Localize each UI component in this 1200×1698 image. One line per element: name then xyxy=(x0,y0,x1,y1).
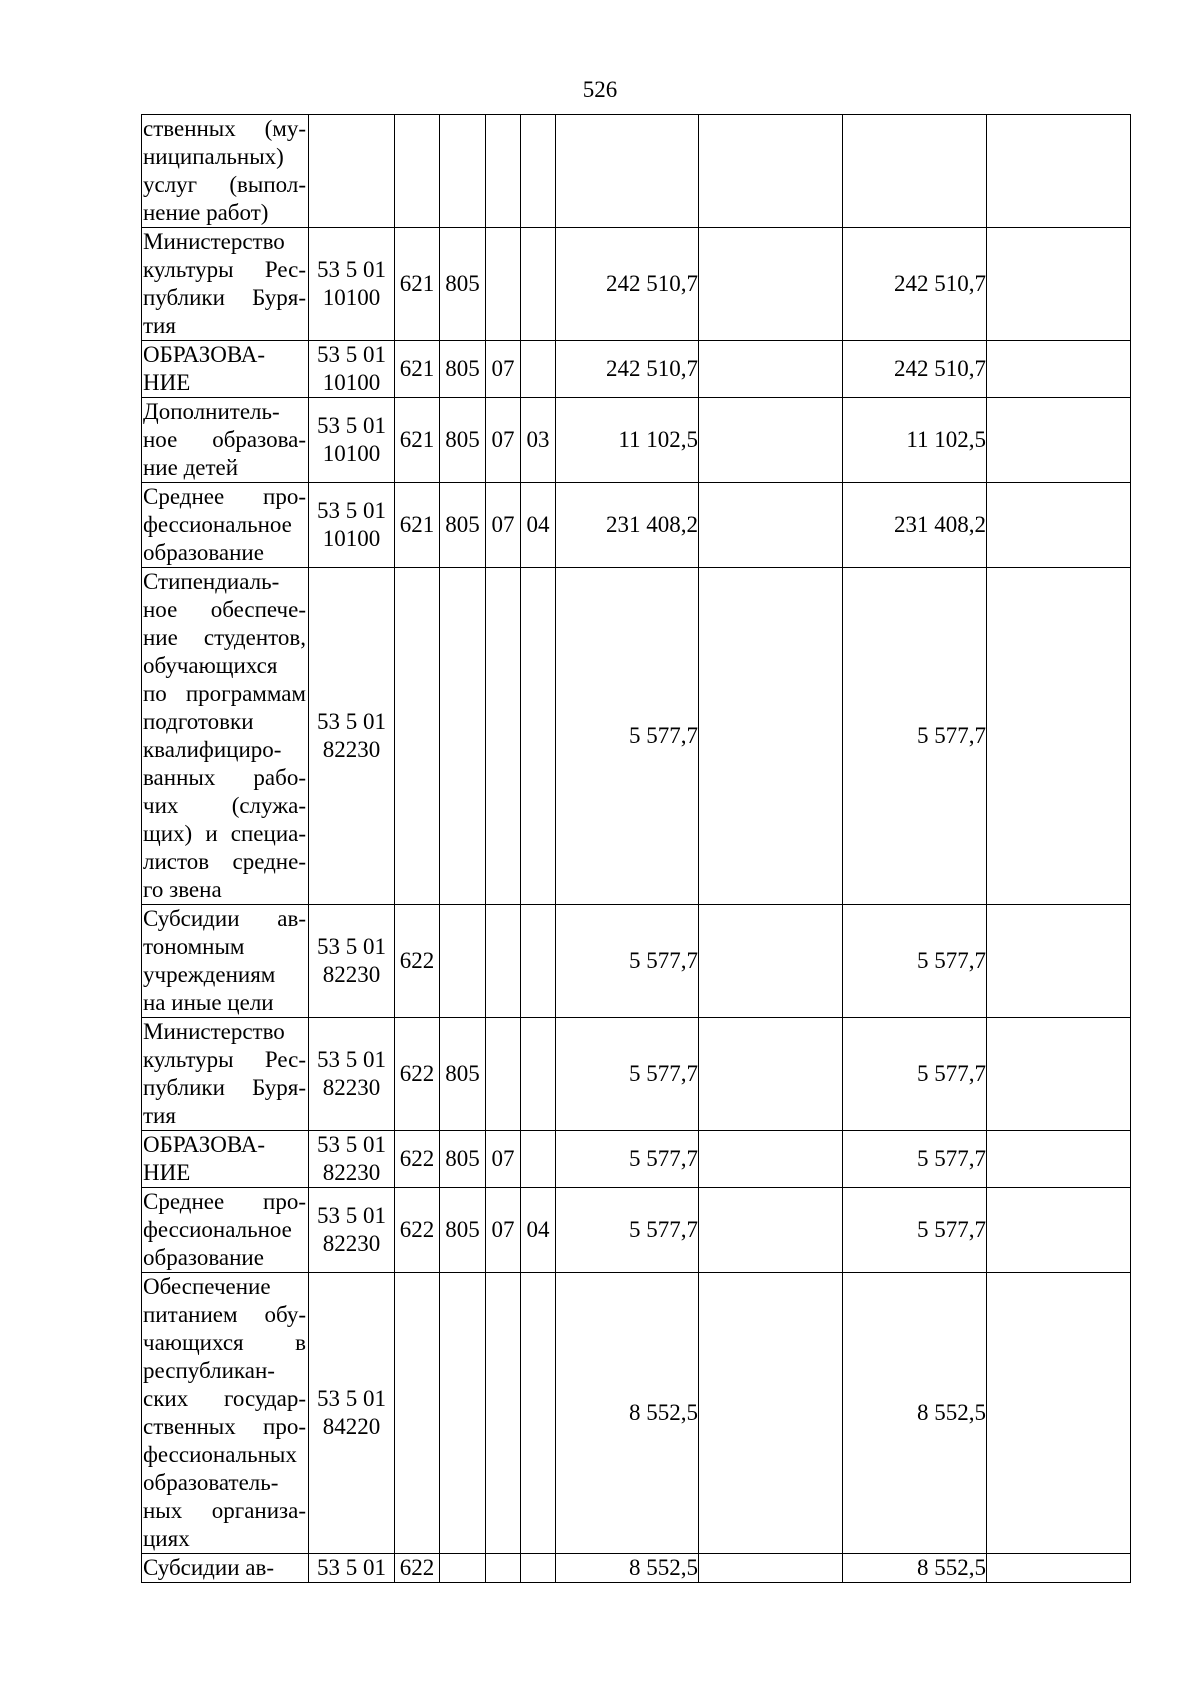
row-name-line: тия xyxy=(143,313,176,338)
subsection-cell xyxy=(521,1273,556,1554)
last-cell xyxy=(987,1554,1131,1583)
row-name-line: подготовки xyxy=(143,709,254,734)
last-cell xyxy=(987,228,1131,341)
row-name-line: питанием обу- xyxy=(143,1302,306,1327)
row-name-line: учреждениям xyxy=(143,962,276,987)
row-name-line: фессиональное xyxy=(143,1217,292,1242)
ministry-code-cell xyxy=(440,905,486,1018)
row-name-line: Стипендиаль- xyxy=(143,569,280,594)
total-cell xyxy=(843,115,987,228)
row-name-line: НИЕ xyxy=(143,1160,191,1185)
row-name-line: ских государ- xyxy=(143,1386,306,1411)
ministry-code-cell: 805 xyxy=(440,483,486,568)
row-name-cell xyxy=(142,398,309,483)
row-name-line: обучающихся xyxy=(143,653,278,678)
ministry-code-cell: 805 xyxy=(440,1018,486,1131)
row-name-cell xyxy=(142,1188,309,1273)
last-cell xyxy=(987,341,1131,398)
expense-type-cell: 622 xyxy=(395,1131,440,1188)
expense-type-cell: 621 xyxy=(395,228,440,341)
row-name-line: ОБРАЗОВА- xyxy=(143,342,265,367)
row-name-cell xyxy=(142,228,309,341)
amount-extra-cell xyxy=(699,341,843,398)
section-cell xyxy=(486,115,521,228)
row-name-line: ственных (му- xyxy=(143,116,306,141)
amount-extra-cell xyxy=(699,1273,843,1554)
row-name-line: тономным xyxy=(143,934,245,959)
expense-type-cell: 622 xyxy=(395,905,440,1018)
last-cell xyxy=(987,1188,1131,1273)
row-name-line: чающихся в xyxy=(143,1330,306,1355)
row-name-cell xyxy=(142,568,309,905)
row-name-line: ние детей xyxy=(143,455,239,480)
row-name-line: фессиональных xyxy=(143,1442,297,1467)
table-body xyxy=(142,115,1131,1583)
code-line-2: 84220 xyxy=(322,1414,381,1439)
amount-extra-cell xyxy=(699,1554,843,1583)
code-line-2: 82230 xyxy=(322,737,381,762)
code-line-1: 53 5 01 xyxy=(317,498,386,523)
code-line-1: 53 5 01 xyxy=(317,934,386,959)
section-cell xyxy=(486,1273,521,1554)
amount-extra-cell xyxy=(699,483,843,568)
amount-cell: 5 577,7 xyxy=(556,1188,699,1273)
target-article-code-cell xyxy=(309,398,395,483)
section-cell xyxy=(486,905,521,1018)
row-name-line: Среднее про- xyxy=(143,1189,306,1214)
expense-type-cell xyxy=(395,568,440,905)
table-row xyxy=(142,905,1131,1018)
last-cell xyxy=(987,1131,1131,1188)
row-name-line: циях xyxy=(143,1526,190,1551)
table-row xyxy=(142,398,1131,483)
code-line-1: 53 5 01 xyxy=(317,1203,386,1228)
row-name-cell xyxy=(142,1018,309,1131)
target-article-code-cell xyxy=(309,568,395,905)
row-name-line: квалифициро- xyxy=(143,737,282,762)
amount-cell: 5 577,7 xyxy=(556,568,699,905)
row-name-line: публики Буря- xyxy=(143,1075,306,1100)
row-name-line: культуры Рес- xyxy=(143,1047,306,1072)
section-cell: 07 xyxy=(486,398,521,483)
amount-cell: 8 552,5 xyxy=(556,1554,699,1583)
subsection-cell xyxy=(521,905,556,1018)
row-name-cell xyxy=(142,1273,309,1554)
section-cell xyxy=(486,568,521,905)
code-line-1: 53 5 01 xyxy=(317,1132,386,1157)
amount-extra-cell xyxy=(699,228,843,341)
expense-type-cell: 621 xyxy=(395,483,440,568)
row-name-line: образователь- xyxy=(143,1470,279,1495)
subsection-cell xyxy=(521,1131,556,1188)
row-name-line: фессиональное xyxy=(143,512,292,537)
section-cell: 07 xyxy=(486,341,521,398)
total-cell: 8 552,5 xyxy=(843,1273,987,1554)
code-line-1: 53 5 01 xyxy=(317,709,386,734)
last-cell xyxy=(987,1018,1131,1131)
row-name-line: нение работ) xyxy=(143,200,269,225)
expense-type-cell: 621 xyxy=(395,341,440,398)
total-cell: 8 552,5 xyxy=(843,1554,987,1583)
last-cell xyxy=(987,398,1131,483)
target-article-code-cell xyxy=(309,228,395,341)
last-cell xyxy=(987,483,1131,568)
row-name-cell xyxy=(142,483,309,568)
last-cell xyxy=(987,568,1131,905)
row-name-cell xyxy=(142,905,309,1018)
amount-cell: 242 510,7 xyxy=(556,341,699,398)
total-cell: 11 102,5 xyxy=(843,398,987,483)
row-name-line: Субсидии ав- xyxy=(143,1555,274,1580)
ministry-code-cell: 805 xyxy=(440,398,486,483)
target-article-code-cell xyxy=(309,341,395,398)
table-row xyxy=(142,1554,1131,1583)
expense-type-cell: 622 xyxy=(395,1188,440,1273)
row-name-cell xyxy=(142,1131,309,1188)
row-name-line: услуг (выпол- xyxy=(143,172,306,197)
table-row xyxy=(142,483,1131,568)
row-name-line: публики Буря- xyxy=(143,285,306,310)
row-name-line: Обеспечение xyxy=(143,1274,271,1299)
row-name-cell xyxy=(142,341,309,398)
amount-extra-cell xyxy=(699,1018,843,1131)
ministry-code-cell: 805 xyxy=(440,228,486,341)
amount-extra-cell xyxy=(699,568,843,905)
code-line-1: 53 5 01 xyxy=(317,257,386,282)
amount-cell: 5 577,7 xyxy=(556,905,699,1018)
section-cell: 07 xyxy=(486,483,521,568)
code-line-2: 10100 xyxy=(322,526,381,551)
ministry-code-cell xyxy=(440,1554,486,1583)
section-cell: 07 xyxy=(486,1188,521,1273)
target-article-code-cell xyxy=(309,1554,395,1583)
total-cell: 5 577,7 xyxy=(843,1131,987,1188)
target-article-code-cell xyxy=(309,1188,395,1273)
table-row xyxy=(142,115,1131,228)
expense-type-cell: 622 xyxy=(395,1018,440,1131)
row-name-line: ОБРАЗОВА- xyxy=(143,1132,265,1157)
amount-cell: 8 552,5 xyxy=(556,1273,699,1554)
row-name-line: ное обеспече- xyxy=(143,597,306,622)
code-line-1: 53 5 01 xyxy=(317,1386,386,1411)
ministry-code-cell xyxy=(440,115,486,228)
total-cell: 5 577,7 xyxy=(843,1018,987,1131)
amount-cell: 242 510,7 xyxy=(556,228,699,341)
row-name-line: Министерство xyxy=(143,1019,285,1044)
code-line-2: 10100 xyxy=(322,285,381,310)
code-line-1: 53 5 01 xyxy=(317,1555,386,1580)
total-cell: 231 408,2 xyxy=(843,483,987,568)
row-name-cell xyxy=(142,1554,309,1583)
ministry-code-cell xyxy=(440,1273,486,1554)
table-row xyxy=(142,1273,1131,1554)
row-name-line: образование xyxy=(143,1245,264,1270)
subsection-cell xyxy=(521,115,556,228)
table-row xyxy=(142,1018,1131,1131)
row-name-line: щих) и специа- xyxy=(143,821,306,846)
code-line-1: 53 5 01 xyxy=(317,342,386,367)
amount-extra-cell xyxy=(699,398,843,483)
expense-type-cell xyxy=(395,115,440,228)
target-article-code-cell xyxy=(309,483,395,568)
last-cell xyxy=(987,1273,1131,1554)
row-name-line: чих (служа- xyxy=(143,793,306,818)
budget-table xyxy=(141,114,1131,1583)
table-row xyxy=(142,341,1131,398)
row-name-line: Министерство xyxy=(143,229,285,254)
row-name-line: ственных про- xyxy=(143,1414,306,1439)
amount-cell: 5 577,7 xyxy=(556,1018,699,1131)
target-article-code-cell xyxy=(309,905,395,1018)
row-name-line: Среднее про- xyxy=(143,484,306,509)
row-name-line: ных организа- xyxy=(143,1498,306,1523)
code-line-2: 82230 xyxy=(322,1075,381,1100)
total-cell: 5 577,7 xyxy=(843,568,987,905)
row-name-line: листов средне- xyxy=(143,849,306,874)
subsection-cell xyxy=(521,1018,556,1131)
section-cell xyxy=(486,1018,521,1131)
subsection-cell xyxy=(521,228,556,341)
amount-cell: 231 408,2 xyxy=(556,483,699,568)
amount-cell: 11 102,5 xyxy=(556,398,699,483)
code-line-2: 82230 xyxy=(322,1231,381,1256)
total-cell: 5 577,7 xyxy=(843,1188,987,1273)
total-cell: 242 510,7 xyxy=(843,228,987,341)
target-article-code-cell xyxy=(309,1131,395,1188)
row-name-line: тия xyxy=(143,1103,176,1128)
row-name-line: НИЕ xyxy=(143,370,191,395)
subsection-cell: 04 xyxy=(521,483,556,568)
target-article-code-cell xyxy=(309,1273,395,1554)
ministry-code-cell: 805 xyxy=(440,1188,486,1273)
row-name-line: ванных рабо- xyxy=(143,765,306,790)
row-name-line: республикан- xyxy=(143,1358,275,1383)
subsection-cell: 04 xyxy=(521,1188,556,1273)
section-cell xyxy=(486,228,521,341)
amount-cell xyxy=(556,115,699,228)
code-line-1: 53 5 01 xyxy=(317,1047,386,1072)
section-cell: 07 xyxy=(486,1131,521,1188)
row-name-line: Дополнитель- xyxy=(143,399,280,424)
amount-extra-cell xyxy=(699,1188,843,1273)
code-line-1: 53 5 01 xyxy=(317,413,386,438)
table-row xyxy=(142,228,1131,341)
ministry-code-cell: 805 xyxy=(440,1131,486,1188)
code-line-2: 82230 xyxy=(322,1160,381,1185)
code-line-2: 10100 xyxy=(322,441,381,466)
row-name-cell xyxy=(142,115,309,228)
expense-type-cell xyxy=(395,1273,440,1554)
amount-extra-cell xyxy=(699,115,843,228)
target-article-code-cell xyxy=(309,1018,395,1131)
row-name-line: образование xyxy=(143,540,264,565)
total-cell: 5 577,7 xyxy=(843,905,987,1018)
section-cell xyxy=(486,1554,521,1583)
subsection-cell xyxy=(521,568,556,905)
amount-cell: 5 577,7 xyxy=(556,1131,699,1188)
code-line-2: 10100 xyxy=(322,370,381,395)
code-line-2: 82230 xyxy=(322,962,381,987)
expense-type-cell: 622 xyxy=(395,1554,440,1583)
table-row xyxy=(142,1188,1131,1273)
expense-type-cell: 621 xyxy=(395,398,440,483)
last-cell xyxy=(987,905,1131,1018)
row-name-line: ниципальных) xyxy=(143,144,284,169)
last-cell xyxy=(987,115,1131,228)
amount-extra-cell xyxy=(699,1131,843,1188)
ministry-code-cell xyxy=(440,568,486,905)
table-row xyxy=(142,568,1131,905)
ministry-code-cell: 805 xyxy=(440,341,486,398)
target-article-code-cell xyxy=(309,115,395,228)
row-name-line: ние студентов, xyxy=(143,625,306,650)
total-cell: 242 510,7 xyxy=(843,341,987,398)
subsection-cell xyxy=(521,1554,556,1583)
row-name-line: по программам xyxy=(143,681,306,706)
amount-extra-cell xyxy=(699,905,843,1018)
subsection-cell xyxy=(521,341,556,398)
subsection-cell: 03 xyxy=(521,398,556,483)
table-row xyxy=(142,1131,1131,1188)
row-name-line: культуры Рес- xyxy=(143,257,306,282)
row-name-line: ное образова- xyxy=(143,427,306,452)
row-name-line: Субсидии ав- xyxy=(143,906,306,931)
row-name-line: на иные цели xyxy=(143,990,274,1015)
row-name-line: го звена xyxy=(143,877,222,902)
page-number: 526 xyxy=(582,77,618,102)
